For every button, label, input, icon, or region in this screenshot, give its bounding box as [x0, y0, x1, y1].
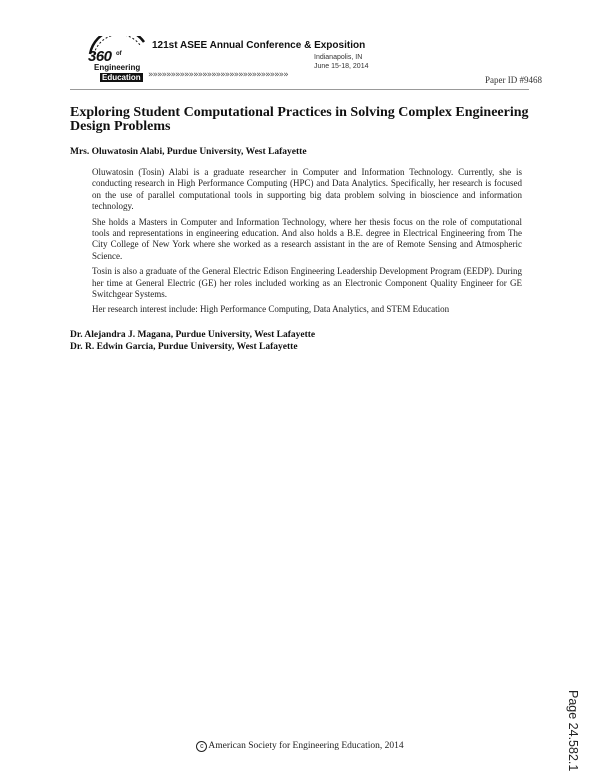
main-author: Mrs. Oluwatosin Alabi, Purdue University, West Lafayette [70, 147, 307, 157]
chevron-band: »»»»»»»»»»»»»»»»»»»»»»»»»»»»»»» [148, 70, 288, 80]
coauthor: Dr. Alejandra J. Magana, Purdue University, West Lafayette [70, 330, 316, 340]
logo-education: Education [102, 73, 141, 82]
coauthor-list [70, 329, 315, 353]
bio-paragraph: Her research interest include: High Performance Computing, Data Analytics, and STEM Education [92, 304, 450, 315]
logo-year: 360 [88, 48, 112, 65]
copyright-footer [0, 741, 600, 752]
copyright-icon: c [196, 741, 207, 752]
logo-engineering: Engineering [94, 63, 141, 72]
asee-360-logo [86, 36, 156, 84]
conference-header [86, 26, 546, 86]
logo-of: of [116, 51, 122, 57]
author-bio [92, 167, 522, 320]
header-divider [70, 89, 529, 90]
coauthor: Dr. R. Edwin Garcia, Purdue University, West Lafayette [70, 342, 298, 352]
paper-id: Paper ID #9468 [485, 75, 542, 85]
conference-title: 121st ASEE Annual Conference & Exposition [152, 40, 366, 51]
copyright-text: American Society for Engineering Education, 2014 [208, 741, 404, 751]
conference-date: June 15-18, 2014 [314, 63, 369, 70]
bio-paragraph: Tosin is also a graduate of the General Electric Edison Engineering Leadership Development Program (EEDP). During her time at General Electric (GE) her roles included working as an Electronic Component Quality Engineer for GE Switchgear Systems. [92, 266, 522, 300]
bio-paragraph: Oluwatosin (Tosin) Alabi is a graduate researcher in Computer and Information Technology. Currently, she is conducting research in High Performance Computing (HPC) and Data Analytics. Specifically, her research is focused on the use of parallel computational tools in supporting big data problem solving in bioscience and information technology. [92, 167, 522, 212]
paper-title: Exploring Student Computational Practices in Solving Complex Engineering Design Problems [70, 105, 529, 134]
bio-paragraph: She holds a Masters in Computer and Information Technology, where her thesis focus on the role of computational tools and representations in engineering education. And also holds a B.E. degree in Electrical Engineering from The City College of New York where she worked as a research assistant in the are of Remote Sensing and Atmospheric Science. [92, 216, 522, 261]
conference-city: Indianapolis, IN [314, 54, 363, 61]
side-page-number: Page 24.582.1 [566, 690, 580, 772]
